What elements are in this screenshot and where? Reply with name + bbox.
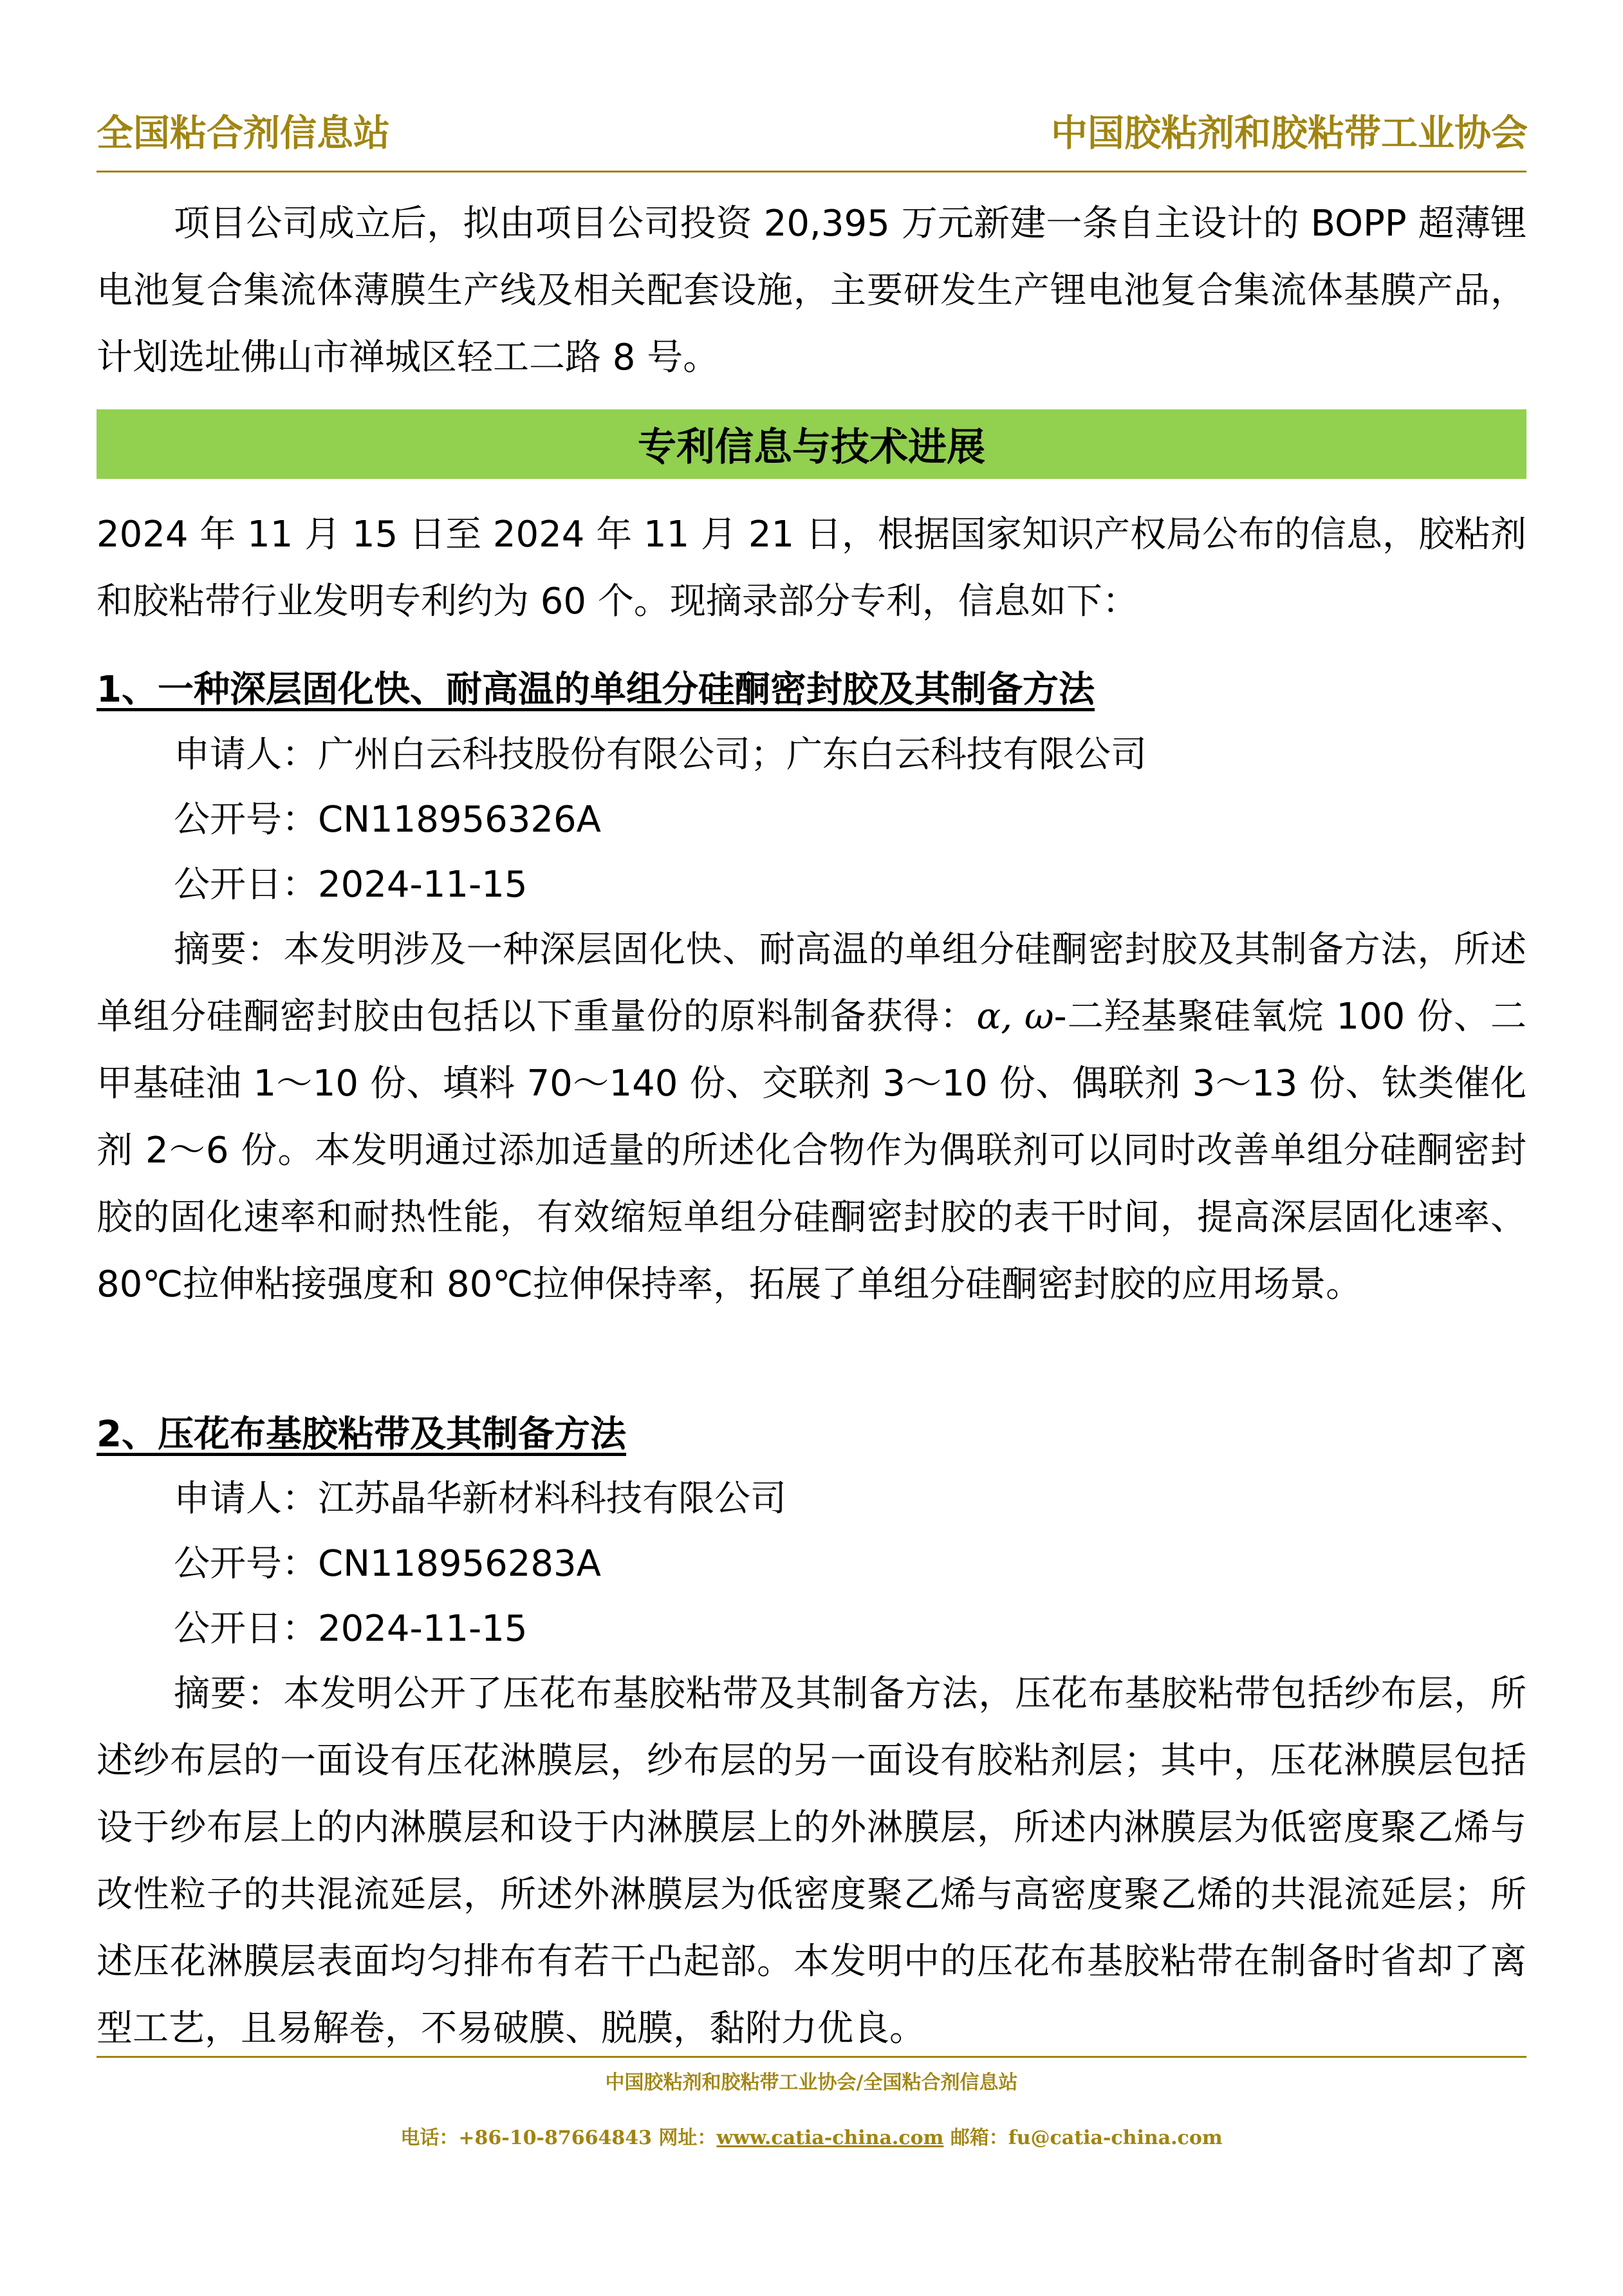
header-right-title: 中国胶粘剂和胶粘带工业协会 <box>1051 111 1528 154</box>
header-left-title: 全国粘合剂信息站 <box>97 111 390 154</box>
patent-2-abstract: 摘要：本发明公开了压花布基胶粘带及其制备方法，压花布基胶粘带包括纱布层，所述纱布层的一面设有压花淋膜层，纱布层的另一面设有胶粘剂层；其中，压花淋膜层包括设于纱布层上的内淋膜层和设于内淋膜层上的外淋膜层，所述内淋膜层为低密度聚乙烯与改性粒子的共混流延层，所述外淋膜层为低密度聚乙烯与高密度聚乙烯的共混流延层；所述压花淋膜层表面均匀排布有若干凸起部。本发明中的压花布基胶粘带在制备时省却了离型工艺，且易解卷，不易破膜、脱膜，黏附力优良。 <box>97 1673 1526 2049</box>
patent-1-abstract-pre: 摘要：本发明涉及一种深层固化快、耐高温的单组分硅酮密封胶及其制备方法，所述单组分硅酮密封胶由包括以下重量份的原料制备获得： <box>97 929 1526 1038</box>
patent-1-applicant: 申请人：广州白云科技股份有限公司；广东白云科技有限公司 <box>174 734 1147 776</box>
header-divider <box>97 171 1526 173</box>
patent-2-title: 2、压花布基胶粘带及其制备方法 <box>97 1414 626 1455</box>
footer-divider <box>97 2056 1526 2058</box>
footer-email: 邮箱：fu@catia-china.com <box>950 2127 1223 2149</box>
footer-organization: 中国胶粘剂和胶粘带工业协会/全国粘合剂信息站 <box>605 2071 1018 2094</box>
intro-paragraph: 项目公司成立后，拟由项目公司投资 20,395 万元新建一条自主设计的 BOPP 超薄锂电池复合集流体薄膜生产线及相关配套设施，主要研发生产锂电池复合集流体基膜产品，计划选址佛山市禅城区轻工二路 8 号。 <box>97 203 1526 378</box>
patent-2-applicant: 申请人：江苏晶华新材料科技有限公司 <box>174 1478 786 1520</box>
patent-1-pub-no: 公开号：CN118956326A <box>174 799 601 841</box>
patent-2-pub-no: 公开号：CN118956283A <box>174 1543 601 1585</box>
footer-website-link[interactable]: www.catia-china.com <box>716 2127 944 2149</box>
patent-1-abstract <box>97 917 1526 1318</box>
patent-1-title: 1、一种深层固化快、耐高温的单组分硅酮密封胶及其制备方法 <box>97 669 1095 711</box>
section-banner: 专利信息与技术进展 <box>97 409 1526 479</box>
patent-1-abstract-post: -二羟基聚硅氧烷 100 份、二甲基硅油 1～10 份、填料 70～140 份、交联剂 3～10 份、偶联剂 3～13 份、钛类催化剂 2～6 份。本发明通过添加适量的所述化合物作为偶联剂可以同时改善单组分硅酮密封胶的固化速率和耐热性能，有效缩短单组分硅酮密封胶的表干时间，提高深层固化速率、80℃拉伸粘接强度和 80℃拉伸保持率，拓展了单组分硅酮密封胶的应用场景。 <box>97 996 1526 1305</box>
footer-contact <box>97 2122 1526 2150</box>
summary-paragraph: 2024 年 11 月 15 日至 2024 年 11 月 21 日，根据国家知识产权局公布的信息，胶粘剂和胶粘带行业发明专利约为 60 个。现摘录部分专利，信息如下： <box>97 514 1526 622</box>
footer-phone: 电话：+86-10-87664843 <box>400 2127 652 2149</box>
patent-1-pub-date: 公开日：2024-11-15 <box>174 864 528 906</box>
patent-1-abstract-symbol: α, ω <box>976 996 1054 1038</box>
patent-2-pub-date: 公开日：2024-11-15 <box>174 1608 528 1650</box>
footer-site-label: 网址： <box>658 2127 717 2149</box>
